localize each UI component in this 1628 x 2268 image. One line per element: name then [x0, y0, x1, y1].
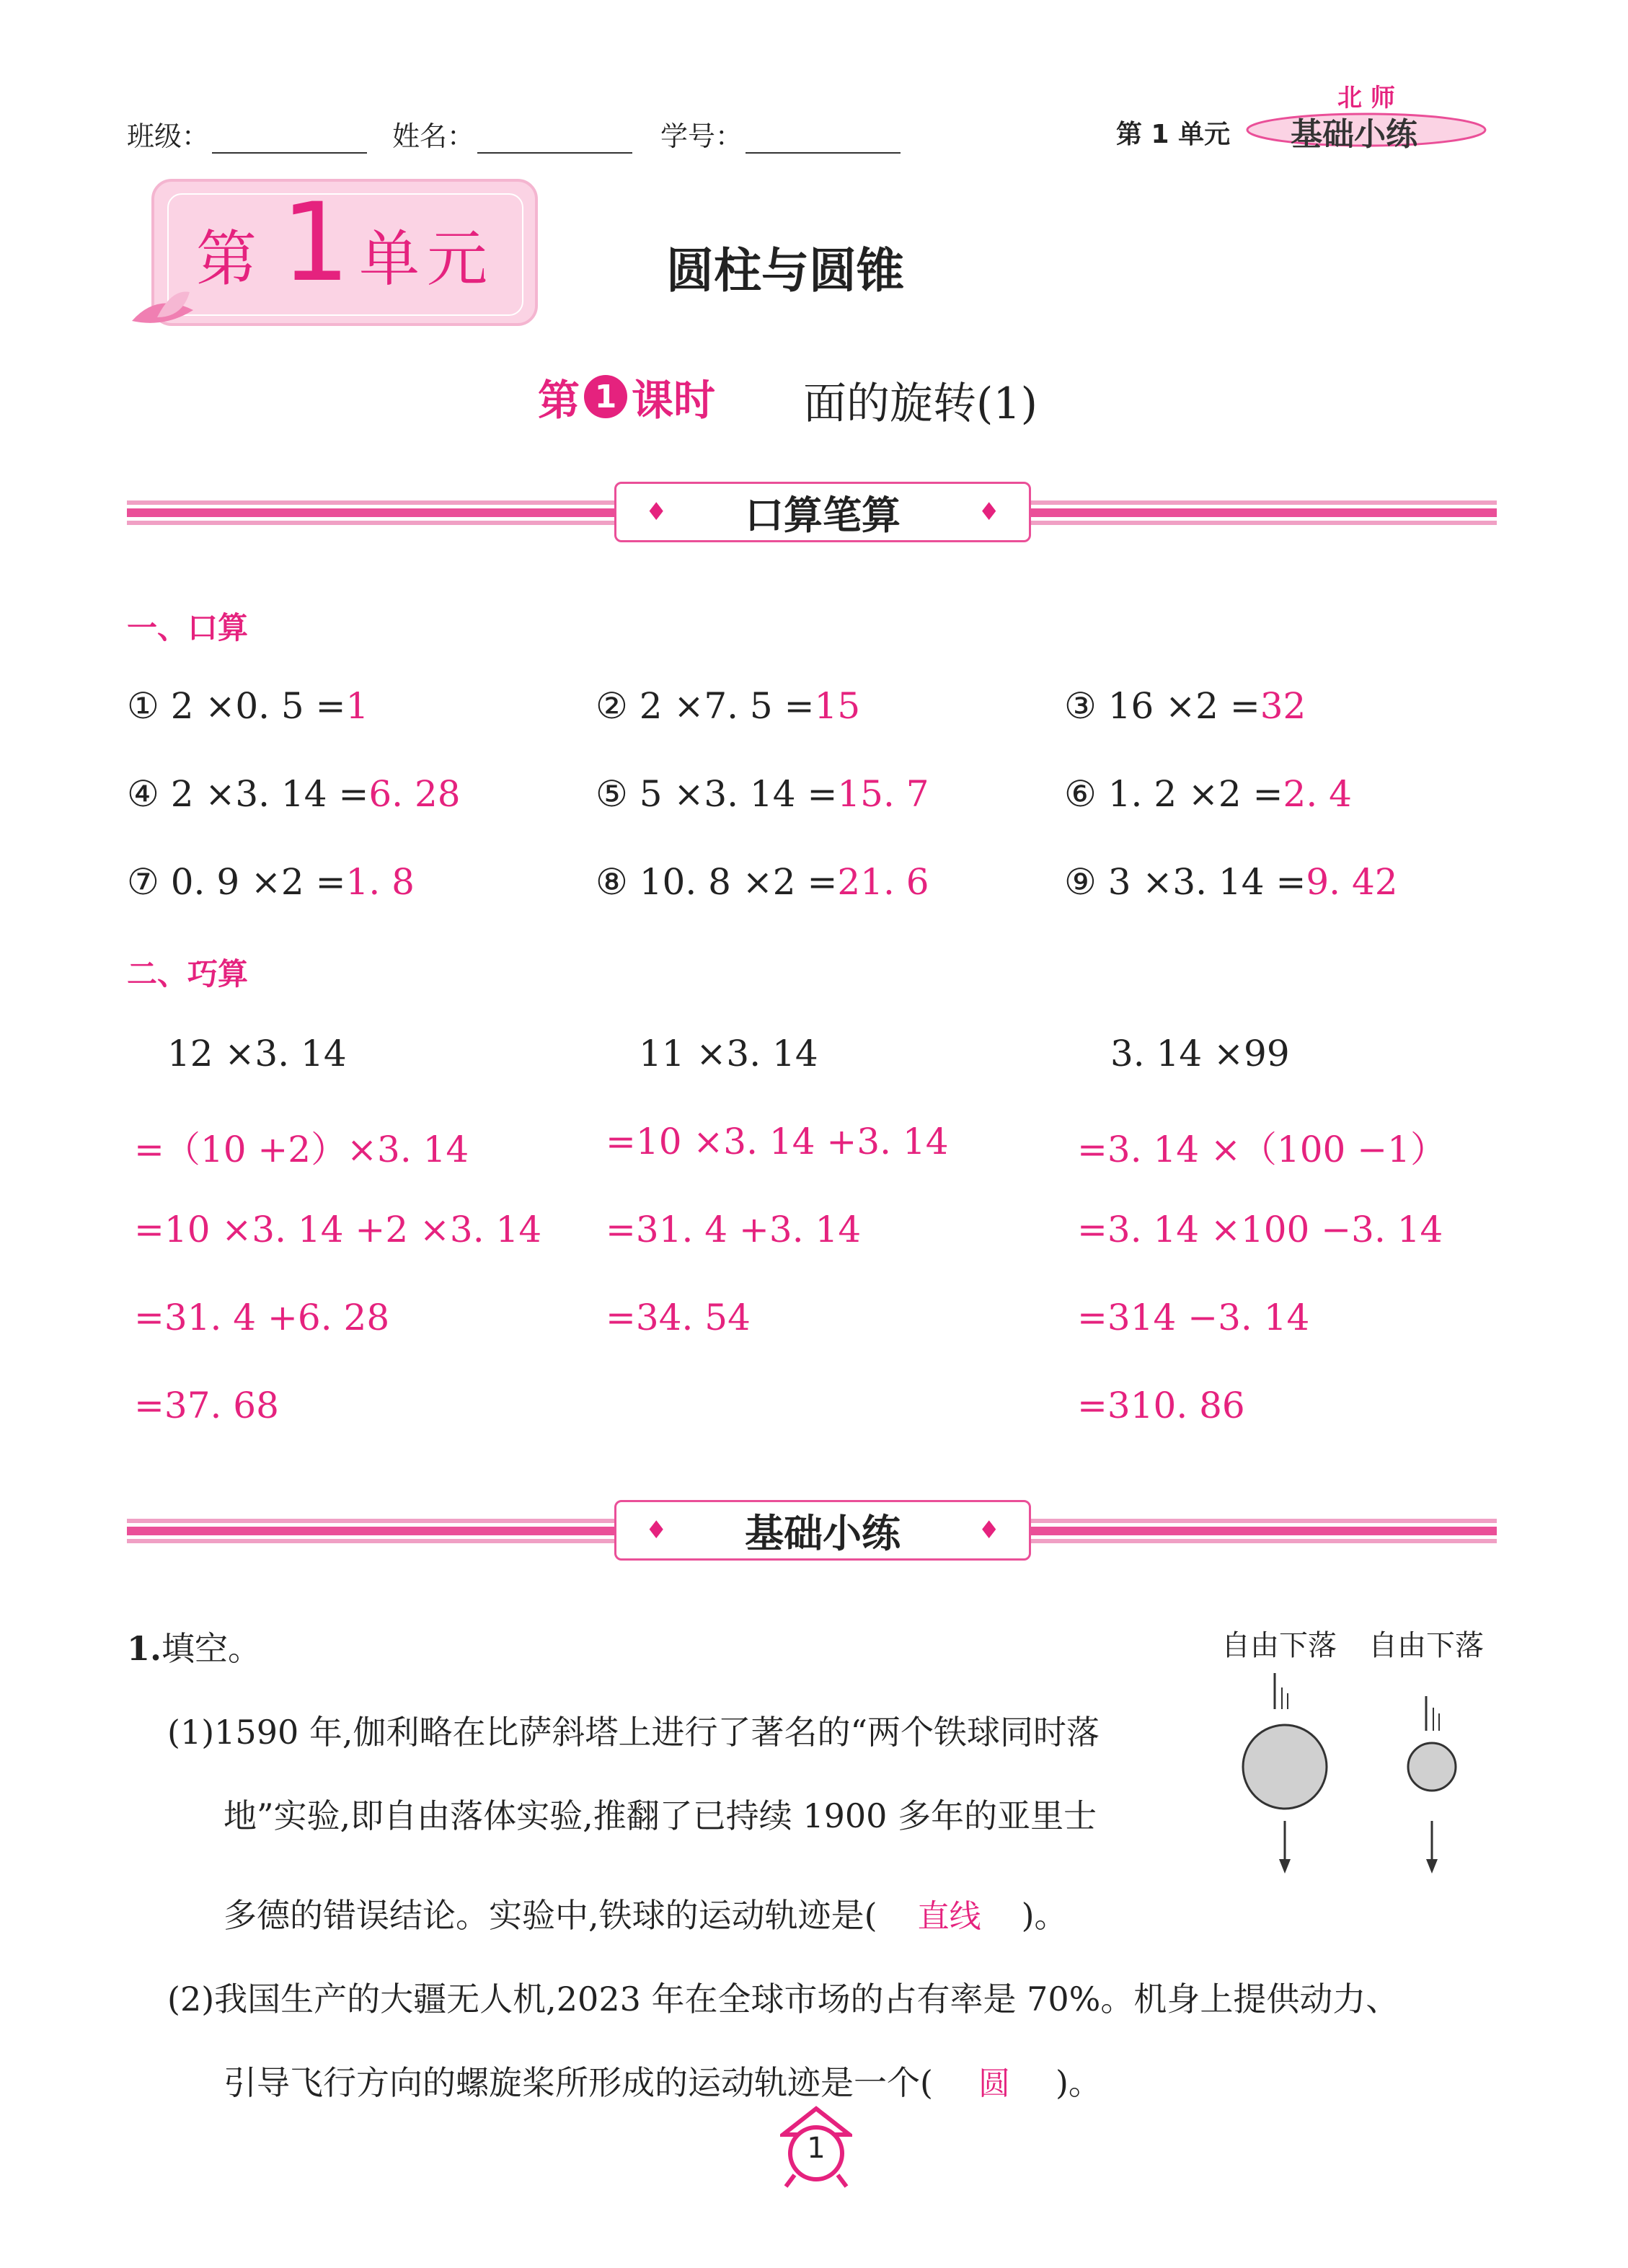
oral-item: [127, 861, 415, 903]
clever-step[interactable]: =31. 4 +3. 14: [606, 1209, 862, 1250]
oral-item: [127, 773, 461, 815]
large-ball-icon: [1243, 1673, 1327, 1874]
lesson-title: 面的旋转(1): [803, 379, 1038, 429]
clever-problem: 11 ×3. 14: [639, 1033, 818, 1075]
item-answer[interactable]: 32: [1260, 685, 1306, 727]
item-answer[interactable]: 1: [345, 685, 369, 727]
item-number: ⑥: [1064, 773, 1097, 815]
oral-item: [1064, 861, 1398, 903]
figure-label-right: 自由下落: [1368, 1629, 1484, 1662]
section1-title: 口算笔算: [745, 492, 901, 538]
diamond-icon: ♦: [978, 498, 1000, 526]
item-number: ⑧: [596, 861, 628, 903]
oral-item: [596, 773, 929, 815]
name-label: 姓名：: [392, 120, 475, 152]
leaf-icon: [128, 288, 200, 335]
oral-item: [596, 861, 929, 903]
item-expression: 5 ×3. 14 =: [639, 773, 838, 815]
item-expression: 3 ×3. 14 =: [1107, 861, 1306, 903]
q1-2-line1: (2)我国生产的大疆无人机,2023 年在全球市场的占有率是 70%。机身上提供动力、: [167, 1980, 1399, 2018]
unit-title: 圆柱与圆锥: [666, 243, 904, 299]
item-answer[interactable]: 21. 6: [837, 861, 929, 903]
falling-balls-figure: [1226, 1666, 1500, 1882]
q1-1-line1: (1)1590 年,伽利略在比萨斜塔上进行了著名的“两个铁球同时落: [167, 1713, 1100, 1752]
item-answer[interactable]: 1. 8: [345, 861, 415, 903]
item-number: ③: [1064, 685, 1097, 727]
lesson-prefix: 第: [538, 376, 580, 425]
item-number: ④: [127, 773, 159, 815]
item-expression: 16 ×2 =: [1107, 685, 1260, 727]
q1-1-answer[interactable]: 直线: [917, 1898, 981, 1935]
clever-step[interactable]: =3. 14 ×（100 −1）: [1077, 1129, 1446, 1170]
unit-badge-prefix: 第: [196, 224, 257, 294]
oral-item: [1064, 685, 1306, 727]
q1-heading: [127, 1623, 261, 1670]
name-blank[interactable]: [477, 126, 632, 154]
item-expression: 2 ×0. 5 =: [170, 685, 346, 727]
clever-step[interactable]: =34. 54: [606, 1297, 751, 1338]
clever-step[interactable]: =（10 +2）×3. 14: [134, 1129, 469, 1170]
item-answer[interactable]: 9. 42: [1306, 861, 1398, 903]
q1-title: 填空。: [162, 1629, 262, 1668]
clever-step[interactable]: =37. 68: [134, 1385, 279, 1426]
item-number: ②: [596, 685, 628, 727]
item-expression: 1. 2 ×2 =: [1107, 773, 1283, 815]
item-answer[interactable]: 15. 7: [837, 773, 929, 815]
class-label: 班级：: [127, 120, 210, 152]
q1-1-line2: 地”实验,即自由落体实验,推翻了已持续 1900 多年的亚里士: [224, 1796, 1097, 1835]
q1-2-close: )。: [1055, 2063, 1102, 2102]
oral-item: [596, 685, 860, 727]
clever-step[interactable]: =3. 14 ×100 −3. 14: [1077, 1209, 1443, 1250]
header-unit-label: 第 1 单元: [1116, 120, 1231, 149]
oral-item: [127, 685, 368, 727]
lesson-number-circle: 1: [584, 375, 627, 418]
page-number: 1: [807, 2132, 826, 2165]
part1-title: 一、口算: [127, 610, 249, 645]
student-id-field[interactable]: [660, 114, 901, 154]
clever-step[interactable]: =31. 4 +6. 28: [134, 1297, 390, 1338]
q1-2-text: 引导飞行方向的螺旋桨所形成的运动轨迹是一个(: [224, 2063, 933, 2102]
clever-step[interactable]: =310. 86: [1077, 1385, 1245, 1426]
clever-step[interactable]: =10 ×3. 14 +2 ×3. 14: [134, 1209, 542, 1250]
section1-header: [614, 482, 1031, 542]
brand-top: 北 师: [1337, 84, 1395, 112]
q1-1-text: 多德的错误结论。实验中,铁球的运动轨迹是(: [224, 1896, 877, 1935]
clever-step[interactable]: =314 −3. 14: [1077, 1297, 1310, 1338]
q1-1-line3: [224, 1889, 1068, 1937]
oral-item: [1064, 773, 1352, 815]
clever-problem: 3. 14 ×99: [1110, 1033, 1290, 1075]
class-blank[interactable]: [212, 126, 367, 154]
lesson-label: [538, 366, 715, 427]
section2-header: [614, 1500, 1031, 1561]
clever-problem: 12 ×3. 14: [167, 1033, 347, 1075]
unit-badge-number: 1: [281, 180, 350, 306]
q1-2-line2: [224, 2057, 1102, 2104]
part2-title: 二、巧算: [127, 956, 249, 992]
item-number: ⑦: [127, 861, 159, 903]
student-id-blank[interactable]: [746, 126, 901, 154]
item-expression: 2 ×3. 14 =: [170, 773, 369, 815]
diamond-icon: ♦: [645, 498, 668, 526]
class-field[interactable]: [127, 114, 367, 154]
student-id-label: 学号：: [660, 120, 743, 152]
q1-1-close: )。: [1021, 1896, 1068, 1935]
lesson-suffix: 课时: [632, 376, 716, 425]
brand-main: 基础小练: [1291, 116, 1417, 153]
item-answer[interactable]: 15: [814, 685, 861, 727]
name-field[interactable]: [392, 114, 632, 154]
unit-badge-suffix: 单元: [359, 224, 495, 294]
q1-2-answer[interactable]: 圆: [978, 2065, 1010, 2102]
item-expression: 0. 9 ×2 =: [170, 861, 346, 903]
diamond-icon: ♦: [978, 1516, 1000, 1545]
item-number: ⑨: [1064, 861, 1097, 903]
figure-label-left: 自由下落: [1221, 1629, 1337, 1662]
small-ball-icon: [1408, 1696, 1456, 1874]
item-expression: 10. 8 ×2 =: [639, 861, 838, 903]
item-number: ⑤: [596, 773, 628, 815]
item-answer[interactable]: 6. 28: [368, 773, 461, 815]
item-number: ①: [127, 685, 159, 727]
section2-title: 基础小练: [745, 1510, 901, 1556]
item-answer[interactable]: 2. 4: [1283, 773, 1352, 815]
clever-step[interactable]: =10 ×3. 14 +3. 14: [606, 1121, 949, 1162]
diamond-icon: ♦: [645, 1516, 668, 1545]
item-expression: 2 ×7. 5 =: [639, 685, 815, 727]
q1-number: 1.: [127, 1629, 162, 1668]
